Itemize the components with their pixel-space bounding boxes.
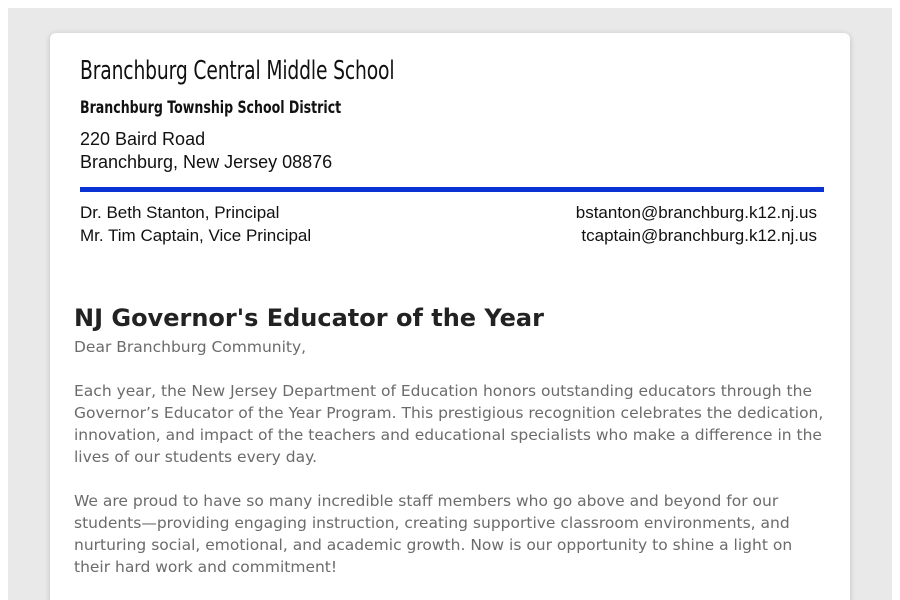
principal-email[interactable]: bstanton@branchburg.k12.nj.us	[575, 203, 817, 222]
letter-title: NJ Governor's Educator of the Year	[74, 304, 544, 332]
district-name: Branchburg Township School District	[80, 98, 342, 118]
letterhead-divider	[80, 187, 824, 192]
paragraph: Each year, the New Jersey Department of Education honors outstanding educators through the Governor’s Educator of the Year Program. This prestigious recognition celebrates the dedication, innovation, and impact of the teachers and educational specialists who make a difference in the lives of our students every day.	[74, 382, 824, 466]
address-city: Branchburg, New Jersey 08876	[80, 152, 333, 172]
paragraph: We are proud to have so many incredible staff members who go above and beyond for our students—providing engaging instruction, creating supportive classroom environments, and nurturing social, emotional, and academic growth. Now is our opportunity to shine a light on their hard work and commitment!	[74, 492, 793, 576]
vice-principal-name: Mr. Tim Captain, Vice Principal	[80, 226, 312, 245]
letter-body	[74, 301, 826, 578]
letter-card	[50, 33, 850, 600]
page-background	[8, 8, 892, 600]
address-street: 220 Baird Road	[80, 129, 206, 149]
school-name: Branchburg Central Middle School	[80, 56, 395, 86]
salutation: Dear Branchburg Community,	[74, 338, 307, 356]
principal-name: Dr. Beth Stanton, Principal	[80, 203, 280, 222]
vice-principal-email[interactable]: tcaptain@branchburg.k12.nj.us	[581, 226, 817, 245]
